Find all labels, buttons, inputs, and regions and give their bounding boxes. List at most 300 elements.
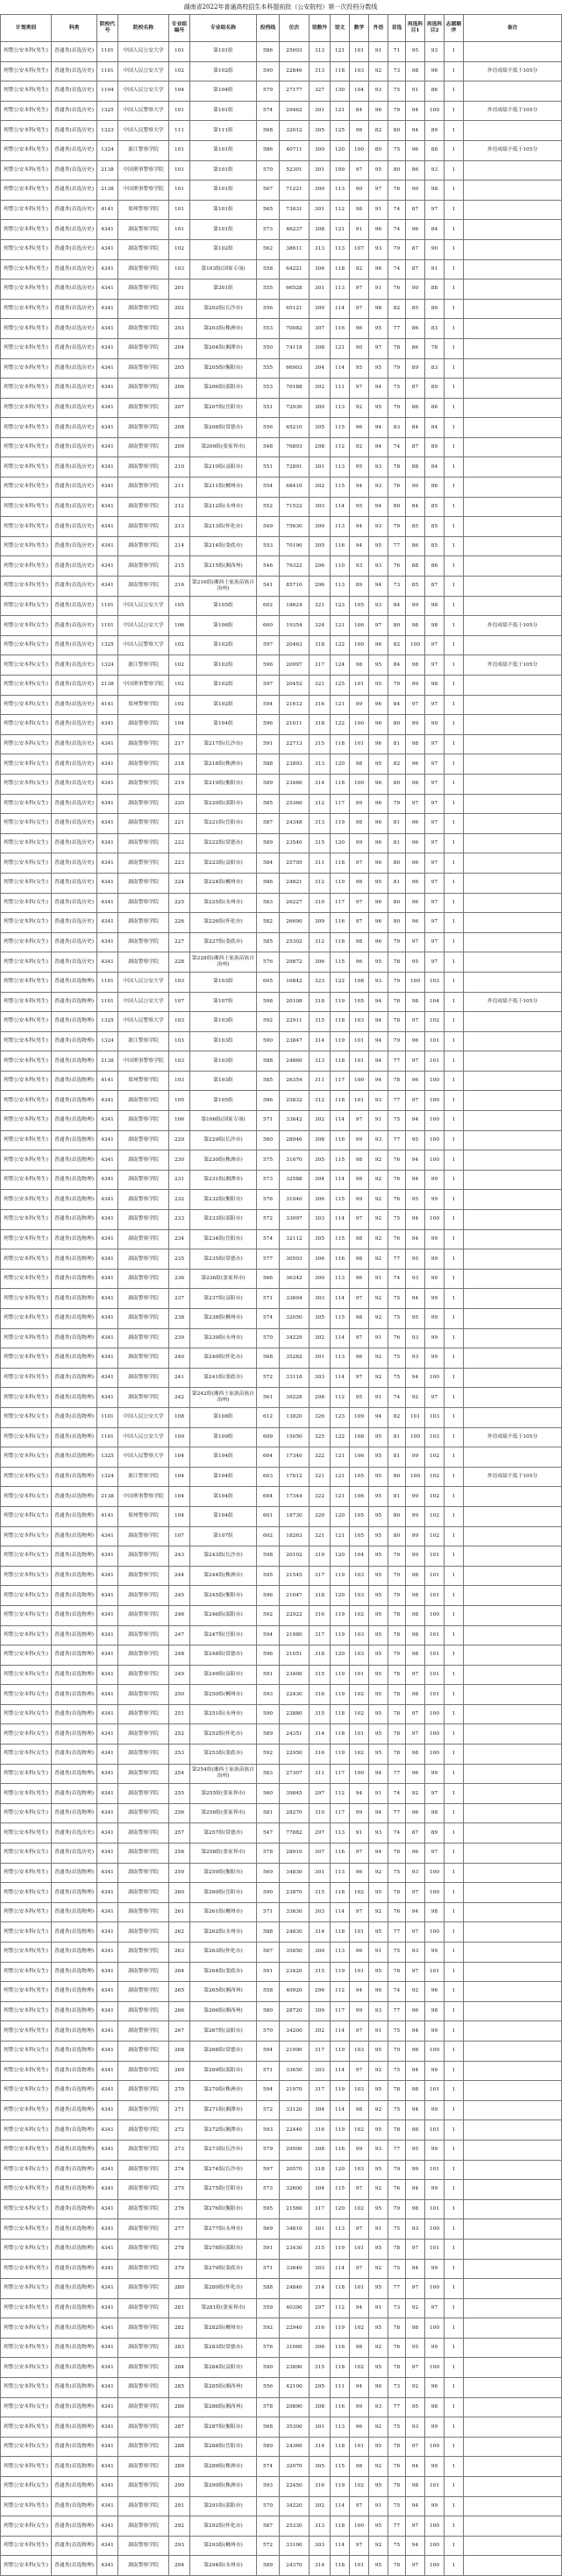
cell-group-code: 280	[169, 2279, 190, 2299]
cell-english: 92	[369, 2180, 388, 2200]
cell-chinese: 120	[331, 140, 350, 160]
cell-cutoff-score: 597	[257, 676, 280, 696]
cell-preference-order: 1	[445, 398, 464, 418]
cell-preference-order: 1	[445, 794, 464, 814]
cell-elective-1: 94	[406, 2100, 425, 2120]
cell-first-choice: 74	[388, 1982, 406, 2002]
cell-school-name: 湖南警察学院	[118, 1605, 169, 1625]
cell-elective-1: 96	[406, 1031, 425, 1051]
cell-rank: 31040	[280, 1190, 309, 1210]
cell-elective-1: 96	[406, 140, 425, 160]
cell-chinese-math-english: 314	[309, 1031, 331, 1051]
cell-elective-1: 98	[406, 2199, 425, 2219]
cell-remarks	[464, 635, 562, 655]
cell-chinese-math-english: 316	[309, 1744, 331, 1765]
cell-group-code: 104	[169, 81, 190, 102]
cell-group-name: 第243组(长沙市)	[190, 1546, 257, 1567]
cell-elective-1: 85	[406, 299, 425, 319]
cell-category: 普通类(首选历史)	[52, 556, 97, 577]
cell-group-code: 259	[169, 1863, 190, 1883]
cell-math: 92	[350, 398, 369, 418]
cell-math: 89	[350, 577, 369, 597]
cell-elective-2: 100	[425, 1130, 445, 1150]
cell-category: 普通类(首选物理)	[52, 1665, 97, 1685]
cell-group-name: 第269组(邵阳市)	[190, 2061, 257, 2081]
cell-chinese-math-english: 300	[309, 1943, 331, 1963]
cell-first-choice: 75	[388, 2219, 406, 2240]
cell-group-name: 第204组(湘潭市)	[190, 338, 257, 358]
cell-category: 普通类(首选历史)	[52, 952, 97, 973]
cell-first-choice: 78	[388, 992, 406, 1012]
cell-chinese-math-english: 301	[309, 101, 331, 121]
cell-group-code: 105	[169, 596, 190, 616]
cell-rank: 35282	[280, 1348, 309, 1369]
cell-group-name: 第213组(怀化市)	[190, 517, 257, 537]
cell-chinese-math-english: 300	[309, 140, 331, 160]
cell-cutoff-score: 589	[257, 2437, 280, 2457]
cell-english: 95	[369, 655, 388, 676]
cell-group-code: 101	[169, 160, 190, 180]
cell-english: 94	[369, 437, 388, 457]
cell-remarks	[464, 913, 562, 933]
table-row	[1, 1170, 562, 1190]
cell-cutoff-score: 551	[257, 457, 280, 478]
cell-group-code: 243	[169, 1546, 190, 1567]
cell-chinese-math-english: 315	[309, 734, 331, 754]
cell-chinese-math-english: 300	[309, 517, 331, 537]
cell-school-name: 湖南警察学院	[118, 2160, 169, 2180]
cell-chinese: 116	[331, 536, 350, 556]
cell-elective-2: 100	[425, 1922, 445, 1943]
cell-school-code: 1101	[97, 1427, 118, 1447]
cell-plan-type: 列警公安本科(男生)	[1, 239, 52, 259]
cell-math: 96	[350, 418, 369, 438]
cell-plan-type: 列警公安本科(男生)	[1, 1348, 52, 1369]
cell-elective-1: 98	[406, 2120, 425, 2141]
cell-elective-1: 96	[406, 814, 425, 834]
cell-plan-type: 列警公安本科(男生)	[1, 2536, 52, 2556]
cell-english: 95	[369, 2199, 388, 2219]
cell-rank: 66528	[280, 280, 309, 300]
cell-school-code: 4341	[97, 1665, 118, 1685]
cell-school-name: 湖南警察学院	[118, 418, 169, 438]
cell-preference-order: 1	[445, 1269, 464, 1289]
cell-group-name: 第210组(益阳市)	[190, 457, 257, 478]
cell-elective-2: 100	[425, 2279, 445, 2299]
cell-group-code: 222	[169, 833, 190, 853]
cell-math: 103	[350, 1012, 369, 1032]
cell-chinese-math-english: 327	[309, 81, 331, 102]
cell-school-name: 湖南警察学院	[118, 794, 169, 814]
cell-remarks	[464, 1962, 562, 1982]
cell-school-name: 湖南警察学院	[118, 1368, 169, 1388]
cell-group-name: 第263组(怀化市)	[190, 1943, 257, 1963]
cell-elective-2: 98	[425, 1902, 445, 1922]
table-row	[1, 1665, 562, 1685]
cell-plan-type: 列警公安本科(男生)	[1, 2061, 52, 2081]
cell-preference-order: 1	[445, 2279, 464, 2299]
cell-group-code: 270	[169, 2081, 190, 2101]
cell-math: 103	[350, 1645, 369, 1666]
cell-rank: 21560	[280, 2199, 309, 2219]
cell-plan-type: 列警公安本科(男生)	[1, 2496, 52, 2516]
cell-math: 93	[350, 556, 369, 577]
cell-preference-order: 1	[445, 952, 464, 973]
cell-cutoff-score: 589	[257, 774, 280, 794]
cell-group-code: 102	[169, 655, 190, 676]
cell-category: 普通类(首选物理)	[52, 2081, 97, 2101]
cell-chinese-math-english: 305	[309, 121, 331, 141]
cell-group-name: 第224组(郴州市)	[190, 873, 257, 893]
cell-chinese-math-english: 303	[309, 1902, 331, 1922]
cell-preference-order: 1	[445, 1487, 464, 1507]
cell-remarks	[464, 2041, 562, 2061]
cell-chinese-math-english: 318	[309, 1586, 331, 1606]
cell-chinese: 117	[331, 1803, 350, 1823]
table-row	[1, 338, 562, 358]
cell-math: 97	[350, 2219, 369, 2240]
cell-rank: 19354	[280, 616, 309, 636]
cell-preference-order: 1	[445, 1605, 464, 1625]
cell-chinese-math-english: 315	[309, 1012, 331, 1032]
table-row	[1, 2081, 562, 2101]
cell-first-choice: 81	[388, 1427, 406, 1447]
table-row	[1, 379, 562, 399]
cell-english: 95	[369, 1744, 388, 1765]
cell-group-name: 第251组(永州市)	[190, 1704, 257, 1724]
cell-plan-type: 列警公安本科(女生)	[1, 2556, 52, 2576]
cell-chinese: 113	[331, 517, 350, 537]
table-row	[1, 299, 562, 319]
cell-elective-2: 100	[425, 1704, 445, 1724]
cell-category: 普通类(首选物理)	[52, 1467, 97, 1487]
cell-remarks	[464, 2338, 562, 2358]
cell-chinese-math-english: 301	[309, 1863, 331, 1883]
cell-preference-order: 1	[445, 754, 464, 775]
cell-category: 普通类(首选物理)	[52, 1625, 97, 1645]
cell-rank: 29500	[280, 2140, 309, 2160]
cell-group-name: 第103组(国家专项)	[190, 259, 257, 280]
cell-group-name: 第273组(长沙市)	[190, 2140, 257, 2160]
cell-chinese-math-english: 315	[309, 1665, 331, 1685]
table-row	[1, 1962, 562, 1982]
cell-first-choice: 74	[388, 220, 406, 240]
cell-elective-2: 97	[425, 754, 445, 775]
table-row	[1, 2496, 562, 2516]
cell-school-code: 4341	[97, 1803, 118, 1823]
cell-preference-order: 1	[445, 1724, 464, 1744]
cell-math: 101	[350, 1031, 369, 1051]
cell-english: 91	[369, 1111, 388, 1131]
cell-group-code: 218	[169, 754, 190, 775]
cell-chinese: 110	[331, 556, 350, 577]
cell-math: 100	[350, 715, 369, 735]
cell-category: 普通类(首选物理)	[52, 1883, 97, 1903]
cell-remarks	[464, 2437, 562, 2457]
cell-group-code: 106	[169, 616, 190, 636]
cell-math: 91	[350, 220, 369, 240]
cell-english: 93	[369, 596, 388, 616]
cell-elective-2: 90	[425, 239, 445, 259]
cell-first-choice: 73	[388, 61, 406, 81]
cell-english: 92	[369, 1368, 388, 1388]
cell-elective-2: 99	[425, 1269, 445, 1289]
cell-group-code: 253	[169, 1744, 190, 1765]
cell-first-choice: 76	[388, 280, 406, 300]
cell-elective-2: 100	[425, 1368, 445, 1388]
cell-english: 92	[369, 1348, 388, 1369]
cell-remarks	[464, 517, 562, 537]
cell-school-name: 湖南警察学院	[118, 1289, 169, 1309]
cell-preference-order: 1	[445, 1566, 464, 1586]
cell-chinese-math-english: 315	[309, 2239, 331, 2259]
cell-rank: 22440	[280, 2120, 309, 2141]
cell-chinese-math-english: 309	[309, 2001, 331, 2021]
cell-rank: 29462	[280, 101, 309, 121]
cell-first-choice: 78	[388, 2120, 406, 2141]
cell-plan-type: 列警公安本科(女生)	[1, 1744, 52, 1765]
cell-first-choice: 82	[388, 299, 406, 319]
cell-category: 普通类(首选物理)	[52, 1051, 97, 1072]
cell-remarks	[464, 1170, 562, 1190]
cell-category: 普通类(首选物理)	[52, 1685, 97, 1705]
cell-remarks	[464, 259, 562, 280]
cell-chinese: 130	[331, 81, 350, 102]
cell-remarks	[464, 556, 562, 577]
cell-school-name: 湖南警察学院	[118, 1844, 169, 1864]
cell-cutoff-score: 559	[257, 2298, 280, 2318]
cell-group-code: 224	[169, 873, 190, 893]
cell-chinese-math-english: 296	[309, 577, 331, 597]
cell-elective-2: 86	[425, 398, 445, 418]
cell-math: 101	[350, 1962, 369, 1982]
cell-preference-order: 1	[445, 2378, 464, 2398]
cell-elective-2: 100	[425, 2516, 445, 2537]
cell-math: 100	[350, 1071, 369, 1091]
cell-plan-type: 列警公安本科(女生)	[1, 2279, 52, 2299]
cell-elective-2: 98	[425, 676, 445, 696]
cell-group-code: 277	[169, 2219, 190, 2240]
cell-chinese: 115	[331, 418, 350, 438]
cell-math: 98	[350, 655, 369, 676]
cell-school-name: 浙江警察学院	[118, 140, 169, 160]
cell-rank: 25360	[280, 794, 309, 814]
cell-group-code: 245	[169, 1586, 190, 1606]
cell-chinese-math-english: 321	[309, 596, 331, 616]
cell-plan-type: 列警公安本科(男生)	[1, 280, 52, 300]
cell-math: 97	[350, 1328, 369, 1348]
cell-plan-type: 列警公安本科(女生)	[1, 1447, 52, 1468]
cell-school-code: 4341	[97, 1150, 118, 1171]
cell-cutoff-score: 592	[257, 1605, 280, 1625]
cell-rank: 17340	[280, 1447, 309, 1468]
cell-preference-order: 1	[445, 1091, 464, 1111]
cell-chinese-math-english: 295	[309, 2378, 331, 2398]
cell-elective-1: 94	[406, 1210, 425, 1230]
cell-remarks	[464, 121, 562, 141]
cell-cutoff-score: 588	[257, 1051, 280, 1072]
cell-remarks	[464, 1368, 562, 1388]
cell-math: 94	[350, 2298, 369, 2318]
cell-elective-2: 97	[425, 794, 445, 814]
cell-group-code: 269	[169, 2061, 190, 2081]
table-row	[1, 2556, 562, 2576]
cell-category: 普通类(首选物理)	[52, 992, 97, 1012]
cell-cutoff-score: 591	[257, 734, 280, 754]
cell-english: 95	[369, 2160, 388, 2180]
cell-math: 99	[350, 833, 369, 853]
table-row	[1, 873, 562, 893]
cell-math: 97	[350, 1368, 369, 1388]
cell-preference-order: 1	[445, 2001, 464, 2021]
cell-english: 92	[369, 2417, 388, 2438]
cell-category: 普通类(首选历史)	[52, 635, 97, 655]
cell-first-choice: 80	[388, 121, 406, 141]
cell-school-code: 4341	[97, 2279, 118, 2299]
cell-remarks	[464, 1665, 562, 1685]
cell-school-code: 4341	[97, 1685, 118, 1705]
cell-english: 96	[369, 913, 388, 933]
cell-elective-1: 95	[406, 2397, 425, 2417]
cell-english: 92	[369, 61, 388, 81]
cell-group-code: 238	[169, 1309, 190, 1329]
cell-chinese: 114	[331, 2061, 350, 2081]
cell-group-code: 214	[169, 536, 190, 556]
cell-rank: 66903	[280, 358, 309, 379]
cell-school-code: 1324	[97, 1467, 118, 1487]
table-row	[1, 1427, 562, 1447]
cell-first-choice: 74	[388, 437, 406, 457]
cell-preference-order: 1	[445, 695, 464, 715]
cell-rank: 32012	[280, 121, 309, 141]
cell-cutoff-score: 583	[257, 1764, 280, 1784]
cell-preference-order: 1	[445, 1784, 464, 1804]
cell-group-name: 第104组	[190, 1487, 257, 1507]
cell-group-name: 第239组(永州市)	[190, 1328, 257, 1348]
cell-elective-1: 94	[406, 2061, 425, 2081]
cell-plan-type: 列警公安本科(女生)	[1, 2397, 52, 2417]
cell-school-code: 4341	[97, 418, 118, 438]
cell-cutoff-score: 588	[257, 2279, 280, 2299]
cell-preference-order: 1	[445, 1130, 464, 1150]
cell-math: 98	[350, 932, 369, 952]
cell-rank: 40711	[280, 140, 309, 160]
cell-elective-1: 97	[406, 1704, 425, 1724]
cell-cutoff-score: 594	[257, 695, 280, 715]
cell-cutoff-score: 589	[257, 1724, 280, 1744]
cell-cutoff-score: 604	[257, 1487, 280, 1507]
cell-chinese: 113	[331, 2219, 350, 2240]
cell-english: 93	[369, 457, 388, 478]
cell-category: 普通类(首选历史)	[52, 536, 97, 556]
table-row	[1, 774, 562, 794]
cell-category: 普通类(首选历史)	[52, 220, 97, 240]
cell-category: 普通类(首选物理)	[52, 1764, 97, 1784]
cell-english: 95	[369, 1704, 388, 1724]
cell-elective-1: 93	[406, 2417, 425, 2438]
cell-chinese-math-english: 317	[309, 1566, 331, 1586]
cell-cutoff-score: 547	[257, 1823, 280, 1844]
cell-cutoff-score: 565	[257, 200, 280, 220]
cell-remarks	[464, 774, 562, 794]
cell-category: 普通类(首选物理)	[52, 2338, 97, 2358]
cell-english: 94	[369, 1764, 388, 1784]
cell-category: 普通类(首选历史)	[52, 81, 97, 102]
cell-remarks	[464, 200, 562, 220]
cell-english: 92	[369, 1210, 388, 1230]
cell-school-code: 4141	[97, 1506, 118, 1526]
cell-english: 95	[369, 676, 388, 696]
cell-math: 96	[350, 1348, 369, 1369]
cell-cutoff-score: 571	[257, 1289, 280, 1309]
cell-school-name: 湖南警察学院	[118, 1309, 169, 1329]
table-row	[1, 2457, 562, 2477]
cell-rank: 24351	[280, 1724, 309, 1744]
cell-rank: 32070	[280, 2457, 309, 2477]
cell-chinese: 119	[331, 1665, 350, 1685]
cell-chinese: 113	[331, 457, 350, 478]
cell-group-name: 第103组	[190, 1051, 257, 1072]
cell-elective-2: 87	[425, 577, 445, 597]
cell-school-name: 湖南警察学院	[118, 457, 169, 478]
table-row	[1, 1724, 562, 1744]
cell-rank: 34200	[280, 2021, 309, 2042]
cell-math: 96	[350, 952, 369, 973]
cell-category: 普通类(首选物理)	[52, 1249, 97, 1270]
cell-remarks	[464, 2140, 562, 2160]
cell-rank: 22940	[280, 2318, 309, 2339]
cell-category: 普通类(首选历史)	[52, 754, 97, 775]
cell-rank: 23870	[280, 1883, 309, 1903]
cell-school-name: 湖南警察学院	[118, 319, 169, 339]
cell-preference-order: 1	[445, 478, 464, 498]
cell-group-code: 105	[169, 1091, 190, 1111]
cell-chinese-math-english: 308	[309, 338, 331, 358]
cell-first-choice: 76	[388, 180, 406, 201]
cell-school-name: 湖南警察学院	[118, 1546, 169, 1567]
cell-chinese: 118	[331, 734, 350, 754]
table-row	[1, 676, 562, 696]
cell-school-name: 湖南警察学院	[118, 913, 169, 933]
cell-plan-type: 列警公安本科(男生)	[1, 2338, 52, 2358]
cell-math: 94	[350, 1784, 369, 1804]
cell-elective-2: 93	[425, 42, 445, 62]
table-row	[1, 1012, 562, 1032]
cell-elective-2: 100	[425, 1883, 445, 1903]
cell-group-name: 第255组(张家界市)	[190, 1784, 257, 1804]
cell-math: 99	[350, 2001, 369, 2021]
table-row	[1, 1328, 562, 1348]
cell-elective-1: 98	[406, 1685, 425, 1705]
cell-rank: 72936	[280, 398, 309, 418]
cell-elective-2: 84	[425, 457, 445, 478]
cell-chinese-math-english: 303	[309, 497, 331, 517]
cell-first-choice: 78	[388, 1883, 406, 1903]
cell-plan-type: 列警公安本科(女生)	[1, 774, 52, 794]
cell-elective-2: 88	[425, 140, 445, 160]
cell-group-name: 第103组	[190, 1031, 257, 1051]
cell-category: 普通类(首选历史)	[52, 873, 97, 893]
cell-group-code: 221	[169, 814, 190, 834]
cell-elective-1: 86	[406, 319, 425, 339]
cell-school-name: 中国人民公安大学	[118, 596, 169, 616]
cell-group-name: 第107组	[190, 992, 257, 1012]
cell-first-choice: 80	[388, 497, 406, 517]
cell-preference-order: 1	[445, 1388, 464, 1408]
cell-school-name: 湖南警察学院	[118, 1388, 169, 1408]
cell-category: 普通类(首选历史)	[52, 379, 97, 399]
cell-category: 普通类(首选历史)	[52, 1844, 97, 1864]
